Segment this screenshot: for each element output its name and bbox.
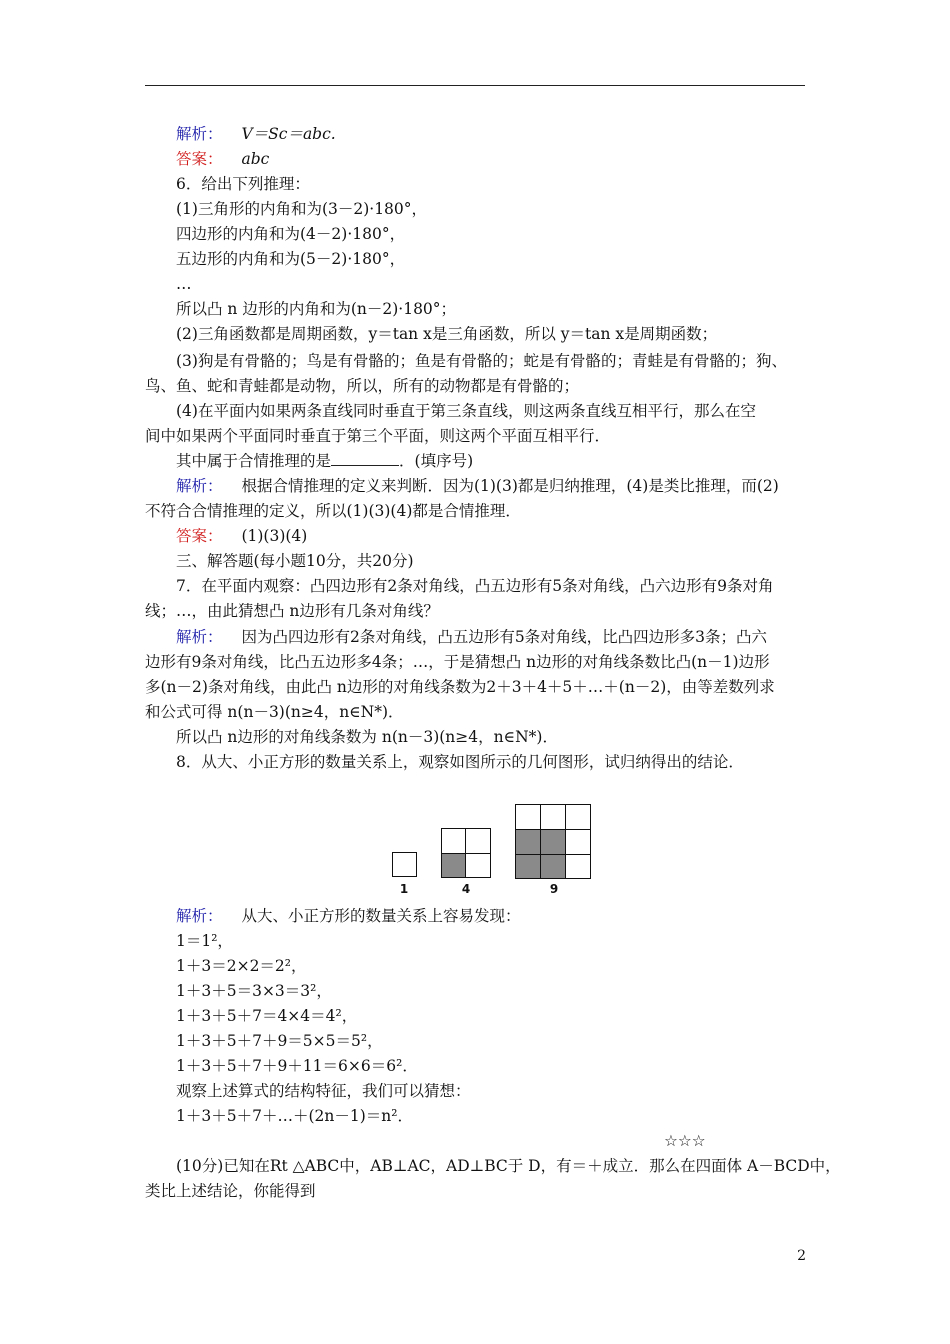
q6-r4a: (4)在平面内如果两条直线同时垂直于第三条直线，则这两条直线互相平行，那么在空 — [176, 402, 756, 420]
q8-eq1: 1＝1²， — [176, 932, 233, 950]
q7-jiexi-a-text: 因为凸四边形有2条对角线，凸五边形有5条对角线，比凸四边形多3条；凸六 — [241, 628, 768, 646]
q5-daan-text: abc — [241, 150, 270, 168]
q8-stem: 8．从大、小正方形的数量关系上，观察如图所示的几何图形，试归纳得出的结论． — [176, 753, 744, 771]
jiexi-label: 解析： — [176, 628, 223, 646]
square-3x3-shaded — [515, 854, 541, 879]
q6-ask — [176, 451, 473, 471]
q6-r1b: 四边形的内角和为(4－2)·180°， — [176, 225, 406, 243]
section-3-heading: 三、解答题(每小题10分，共20分) — [176, 552, 414, 570]
q6-r1c: 五边形的内角和为(5－2)·180°， — [176, 250, 406, 268]
jiexi-label: 解析： — [176, 477, 223, 495]
q5-daan-line — [176, 149, 269, 169]
q6-r1d: … — [176, 275, 192, 293]
q8-observation: 观察上述算式的结构特征，我们可以猜想： — [176, 1082, 471, 1100]
figure-label-4: 4 — [461, 882, 471, 896]
q7-stem-a: 7．在平面内观察：凸四边形有2条对角线，凸五边形有5条对角线，凸六边形有9条对角 — [176, 577, 774, 595]
stars-divider: ☆☆☆ — [664, 1132, 706, 1150]
square-2x2-cell — [441, 828, 466, 854]
q7-stem-b: 线；…，由此猜想凸 n边形有几条对角线？ — [145, 602, 439, 620]
square-2x2-cell — [465, 828, 491, 854]
q7-jiexi-d: 和公式可得 n(n－3)(n≥4，n∈N*)． — [145, 703, 404, 721]
square-3x3-shaded — [540, 829, 566, 855]
q6-jiexi-a-text: 根据合情推理的定义来判断．因为(1)(3)都是归纳推理，(4)是类比推理，而(2) — [241, 477, 779, 495]
square-3x3-cell — [565, 829, 591, 855]
q8-guess: 1＋3＋5＋7＋…＋(2n－1)＝n²． — [176, 1107, 413, 1125]
answer-blank — [331, 451, 399, 466]
q6-r1e: 所以凸 n 边形的内角和为(n－2)·180°； — [176, 300, 457, 318]
q8-eq4: 1＋3＋5＋7＝4×4＝4²， — [176, 1007, 358, 1025]
q6-jiexi-b: 不符合合情推理的定义，所以(1)(3)(4)都是合情推理． — [145, 502, 521, 520]
q8-eq2: 1＋3＝2×2＝2²， — [176, 957, 307, 975]
square-3x3-shaded — [515, 829, 541, 855]
jiexi-label: 解析： — [176, 125, 223, 143]
square-1x1 — [392, 852, 417, 877]
q8-eq6: 1＋3＋5＋7＋9＋11＝6×6＝6²． — [176, 1057, 418, 1075]
q6-daan-line — [176, 526, 307, 546]
q5-jiexi-line — [176, 124, 336, 144]
q6-daan-text: (1)(3)(4) — [241, 527, 308, 545]
square-2x2-cell — [465, 853, 491, 878]
square-3x3-shaded — [540, 854, 566, 879]
q6-r1a: (1)三角形的内角和为(3－2)·180°， — [176, 200, 428, 218]
q9-stem-b: 类比上述结论，你能得到 — [145, 1182, 316, 1200]
square-3x3-cell — [565, 804, 591, 830]
square-3x3-cell — [515, 804, 541, 830]
page-number: 2 — [797, 1248, 806, 1264]
q8-jiexi-text: 从大、小正方形的数量关系上容易发现： — [241, 907, 521, 925]
daan-label: 答案： — [176, 527, 223, 545]
square-3x3-cell — [565, 854, 591, 879]
square-3x3-cell — [540, 804, 566, 830]
q7-jiexi-b: 边形有9条对角线，比凸五边形多4条；…，于是猜想凸 n边形的对角线条数比凸(n－1)边形 — [145, 653, 770, 671]
jiexi-label: 解析： — [176, 907, 223, 925]
q6-r3b: 鸟、鱼、蛇和青蛙都是动物，所以，所有的动物都是有骨骼的； — [145, 377, 580, 395]
q8-eq5: 1＋3＋5＋7＋9＝5×5＝5²， — [176, 1032, 383, 1050]
q6-ask-pre: 其中属于合情推理的是 — [176, 452, 332, 470]
header-rule — [145, 85, 805, 86]
q6-r4b: 间中如果两个平面同时垂直于第三个平面，则这两个平面互相平行． — [145, 427, 611, 445]
q6-ask-post: ．(填序号) — [399, 452, 474, 470]
q5-jiexi-text: V＝Sc＝abc. — [241, 125, 336, 143]
q6-jiexi-a — [176, 476, 779, 496]
squares-figure — [388, 802, 598, 902]
q6-r2: (2)三角函数都是周期函数，y＝tan x是三角函数，所以 y＝tan x是周期函数； — [176, 325, 718, 343]
q7-conclusion: 所以凸 n边形的对角线条数为 n(n－3)(n≥4，n∈N*)． — [176, 728, 558, 746]
q8-jiexi-line — [176, 906, 520, 926]
q8-eq3: 1＋3＋5＝3×3＝3²， — [176, 982, 332, 1000]
q9-stem-a: (10分)已知在Rt △ABC中，AB⊥AC，AD⊥BC于 D，有＝＋成立．那么在四面体 A－BCD中， — [176, 1157, 841, 1175]
q7-jiexi-a — [176, 627, 767, 647]
figure-label-1: 1 — [399, 882, 409, 896]
q6-r3a: (3)狗是有骨骼的；鸟是有骨骼的；鱼是有骨骼的；蛇是有骨骼的；青蛙是有骨骼的；狗、 — [176, 352, 787, 370]
figure-label-9: 9 — [549, 882, 559, 896]
daan-label: 答案： — [176, 150, 223, 168]
square-2x2-shaded — [441, 853, 466, 878]
q7-jiexi-c: 多(n－2)条对角线，由此凸 n边形的对角线条数为2＋3＋4＋5＋…＋(n－2)，由等差数列求 — [145, 678, 775, 696]
q6-stem: 6．给出下列推理： — [176, 175, 310, 193]
